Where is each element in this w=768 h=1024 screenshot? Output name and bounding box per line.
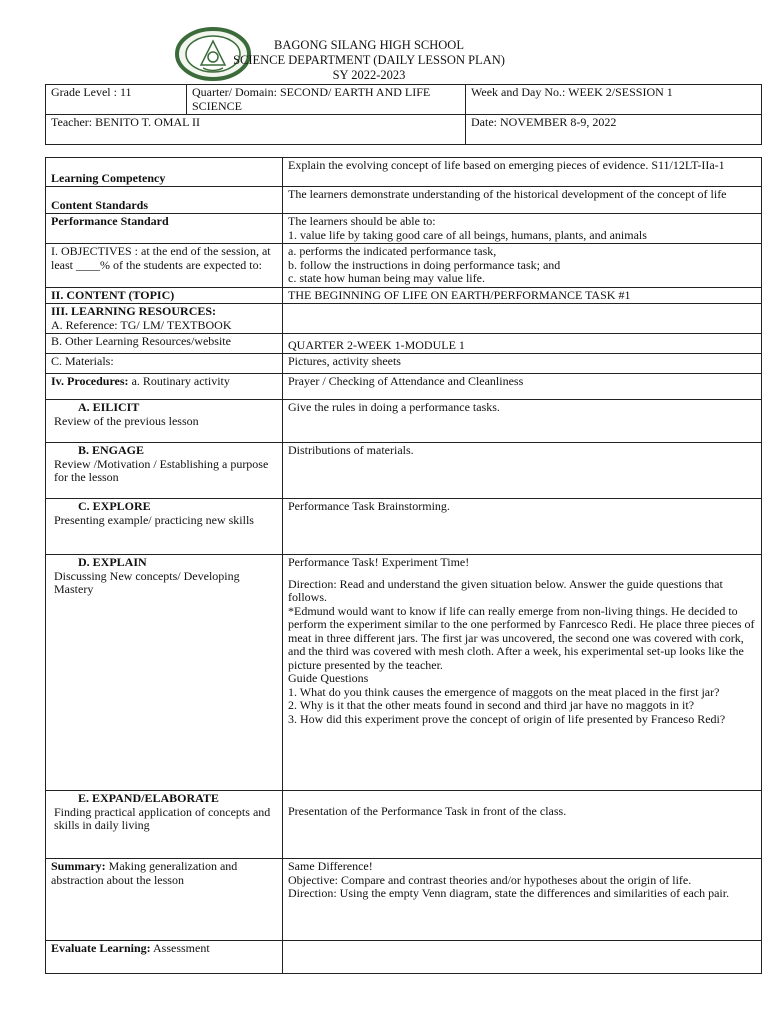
lesson-plan-table [45, 157, 762, 974]
evaluate-cell: Evaluate Learning: Assessment [46, 941, 283, 974]
elicit-value: Give the rules in doing a performance tasks. [283, 400, 762, 443]
summary-cell: Summary: Making generalization and abstraction about the lesson [46, 859, 283, 941]
content-standards-value: The learners demonstrate understanding of the historical development of the concept of life [283, 187, 762, 214]
content-standards-label: Content Standards [46, 187, 283, 214]
school-year: SY 2022-2023 [332, 68, 406, 82]
other-resources-label: B. Other Learning Resources/website [46, 334, 283, 354]
performance-standard-value: The learners should be able to: 1. value life by taking good care of all beings, humans, plants, and animals [283, 214, 762, 244]
materials-label: C. Materials: [46, 354, 283, 374]
learning-resources-label: III. LEARNING RESOURCES: A. Reference: TG/ LM/ TEXTBOOK [46, 304, 283, 334]
school-name: BAGONG SILANG HIGH SCHOOL [274, 38, 464, 52]
department-title: SCIENCE DEPARTMENT (DAILY LESSON PLAN) [233, 53, 505, 67]
learning-resources-value [283, 304, 762, 334]
engage-value: Distributions of materials. [283, 443, 762, 499]
explain-cell: D. EXPLAIN Discussing New concepts/ Developing Mastery [46, 555, 283, 791]
performance-standard-label: Performance Standard [46, 214, 283, 244]
engage-cell: B. ENGAGE Review /Motivation / Establishing a purpose for the lesson [46, 443, 283, 499]
week-day: Week and Day No.: WEEK 2/SESSION 1 [466, 85, 762, 115]
document-header [0, 38, 768, 83]
elicit-cell: A. EILICIT Review of the previous lesson [46, 400, 283, 443]
procedures-value: Prayer / Checking of Attendance and Cleanliness [283, 374, 762, 400]
quarter-domain: Quarter/ Domain: SECOND/ EARTH AND LIFE SCIENCE [187, 85, 466, 115]
materials-value: Pictures, activity sheets [283, 354, 762, 374]
explain-value: Performance Task! Experiment Time! Direction: Read and understand the given situation below. Answer the guide questions that follows. *Edmund would want to know if life can really emerge from non-living things. He decided to perform the experiment similar to the one performed by Fanrcesco Redi. He place three pieces of meat in three different jars. The first jar was uncovered, the second one was covered with cork, and the third was covered with mesh cloth. After a week, his experimental set-up looks like the picture presented by the teacher. Guide Questions 1. What do you think causes the emergence of maggots on the meat placed in the first jar? 2. Why is it that the other meats found in second and third jar have no maggots in it? 3. How did this experiment prove the concept of origin of life presented by Franceso Redi? [283, 555, 762, 791]
other-resources-value: QUARTER 2-WEEK 1-MODULE 1 [283, 334, 762, 354]
explore-value: Performance Task Brainstorming. [283, 499, 762, 555]
procedures-label: Iv. Procedures: a. Routinary activity [46, 374, 283, 400]
evaluate-value [283, 941, 762, 974]
objectives-list: a. performs the indicated performance task, b. follow the instructions in doing performance task; and c. state how human being may value life. [283, 244, 762, 288]
content-topic-value: THE BEGINNING OF LIFE ON EARTH/PERFORMANCE TASK #1 [283, 287, 762, 304]
info-table [45, 84, 762, 145]
competency-label: Learning Competency [46, 158, 283, 187]
competency-value: Explain the evolving concept of life based on emerging pieces of evidence. S11/12LT-IIa-1 [283, 158, 762, 187]
expand-value: Presentation of the Performance Task in front of the class. [283, 791, 762, 859]
content-topic-label: II. CONTENT (TOPIC) [46, 287, 283, 304]
lesson-date: Date: NOVEMBER 8-9, 2022 [466, 115, 762, 145]
summary-value: Same Difference! Objective: Compare and contrast theories and/or hypotheses about the origin of life. Direction: Using the empty Venn diagram, state the differences and similarities of each pair. [283, 859, 762, 941]
objectives-label: I. OBJECTIVES : at the end of the session, at least ____% of the students are expected to: [46, 244, 283, 288]
teacher-name: Teacher: BENITO T. OMAL II [46, 115, 466, 145]
expand-cell: E. EXPAND/ELABORATE Finding practical application of concepts and skills in daily living [46, 791, 283, 859]
grade-level: Grade Level : 11 [46, 85, 187, 115]
explore-cell: C. EXPLORE Presenting example/ practicing new skills [46, 499, 283, 555]
